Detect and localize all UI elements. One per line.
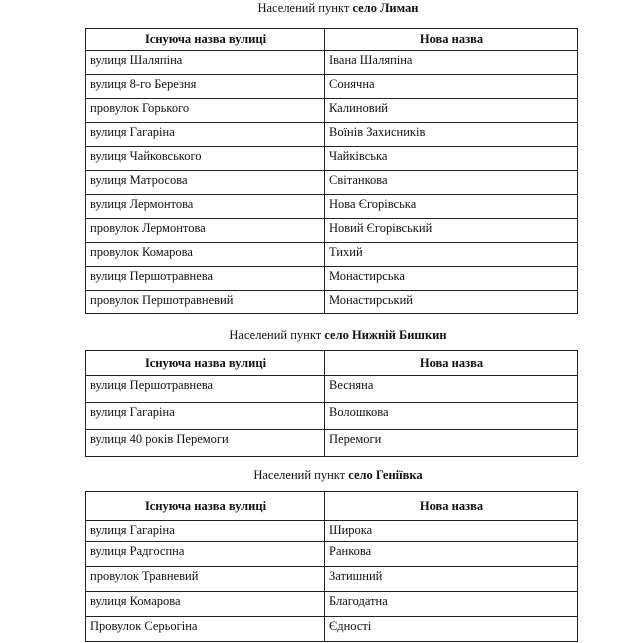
old-street-name: вулиця Комарова [86,592,325,617]
new-street-name: Єдності [325,617,578,642]
table-row [86,430,578,457]
table-row [86,243,578,267]
new-street-name: Калиновий [325,99,578,123]
old-street-name: Провулок Серьогіна [86,617,325,642]
table-row [86,521,578,542]
old-street-name: вулиця 40 років Перемоги [86,430,325,457]
column-header-old-name: Існуюча назва вулиці [86,351,325,376]
table-row [86,195,578,219]
table-row [86,75,578,99]
new-street-name: Івана Шаляпіна [325,51,578,75]
section-heading-nyzhnii-byshkyn [0,327,625,343]
old-street-name: вулиця Лермонтова [86,195,325,219]
old-street-name: вулиця Чайковського [86,147,325,171]
table-row [86,291,578,314]
old-street-name: вулиця Першотравнева [86,376,325,403]
new-street-name: Тихий [325,243,578,267]
heading-prefix: Населений пункт [257,1,350,15]
column-header-new-name: Нова назва [325,29,578,51]
table-row [86,51,578,75]
table-row [86,403,578,430]
table-row [86,376,578,403]
old-street-name: провулок Горького [86,99,325,123]
new-street-name: Затишний [325,567,578,592]
old-street-name: вулиця Гагаріна [86,123,325,147]
table-row [86,567,578,592]
section-heading-lyman [0,0,625,16]
new-street-name: Широка [325,521,578,542]
table-header-row [86,492,578,521]
new-street-name: Монастирська [325,267,578,291]
new-street-name: Перемоги [325,430,578,457]
heading-place: село Нижній Бишкин [324,328,447,342]
streets-table-nyzhnii-byshkyn [85,350,578,457]
streets-table-heniivka [85,491,578,642]
new-street-name: Волошкова [325,403,578,430]
column-header-old-name: Існуюча назва вулиці [86,29,325,51]
table-row [86,123,578,147]
old-street-name: вулиця Першотравнева [86,267,325,291]
old-street-name: провулок Комарова [86,243,325,267]
column-header-new-name: Нова назва [325,492,578,521]
old-street-name: вулиця Гагаріна [86,403,325,430]
old-street-name: вулиця Шаляпіна [86,51,325,75]
heading-place: село Геніївка [348,468,423,482]
column-header-old-name: Існуюча назва вулиці [86,492,325,521]
new-street-name: Ранкова [325,542,578,567]
old-street-name: вулиця Матросова [86,171,325,195]
section-heading-heniivka [0,467,625,483]
new-street-name: Воїнів Захисників [325,123,578,147]
new-street-name: Монастирський [325,291,578,314]
table-header-row [86,351,578,376]
new-street-name: Чайківська [325,147,578,171]
new-street-name: Світанкова [325,171,578,195]
heading-prefix: Населений пункт [229,328,322,342]
table-row [86,542,578,567]
new-street-name: Сонячна [325,75,578,99]
table-row [86,219,578,243]
table-row [86,617,578,642]
column-header-new-name: Нова назва [325,351,578,376]
heading-place: село Лиман [352,1,419,15]
new-street-name: Новий Єгорівський [325,219,578,243]
old-street-name: вулиця 8-го Березня [86,75,325,99]
old-street-name: провулок Першотравневий [86,291,325,314]
new-street-name: Нова Єгорівська [325,195,578,219]
table-row [86,267,578,291]
table-row [86,147,578,171]
old-street-name: вулиця Гагаріна [86,521,325,542]
table-row [86,99,578,123]
table-row [86,171,578,195]
heading-prefix: Населений пункт [253,468,346,482]
streets-table-lyman [85,28,578,314]
new-street-name: Весняна [325,376,578,403]
old-street-name: провулок Травневий [86,567,325,592]
table-header-row [86,29,578,51]
old-street-name: провулок Лермонтова [86,219,325,243]
new-street-name: Благодатна [325,592,578,617]
table-row [86,592,578,617]
old-street-name: вулиця Радгоспна [86,542,325,567]
